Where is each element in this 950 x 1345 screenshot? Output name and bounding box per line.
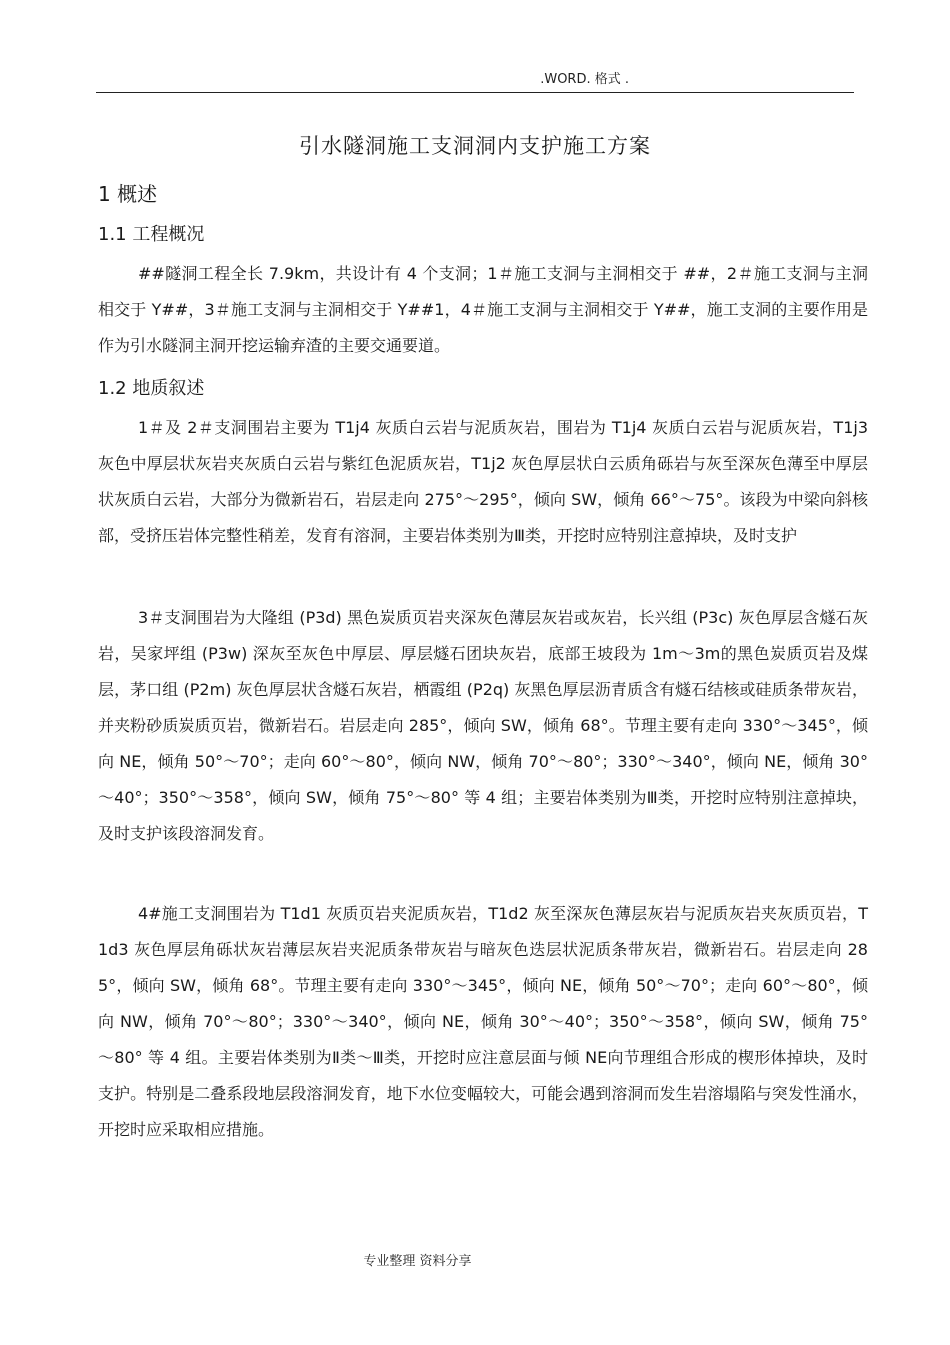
section-1-1-heading: 1.1 工程概况 — [98, 224, 205, 245]
section-1-heading: 1 概述 — [98, 182, 158, 206]
page-header — [96, 66, 854, 93]
document-title: 引水隧洞施工支洞洞内支护施工方案 — [299, 134, 651, 158]
section-1-2-heading: 1.2 地质叙述 — [98, 378, 205, 399]
header-text: .WORD. 格式 . — [540, 72, 629, 87]
section-1-2-paragraph-1: 1＃及 2＃支洞围岩主要为 T1j4 灰质白云岩与泥质灰岩，围岩为 T1j4 灰质白云岩与泥质灰岩，T1j3 灰色中厚层状灰岩夹灰质白云岩与紫红色泥质灰岩，T1j2 灰色厚层状白云质角砾岩与灰至深灰色薄至中厚层状灰质白云岩，大部分为微新岩石，岩层走向 275°～295°，倾向 SW，倾角 66°～75°。该段为中梁向斜核部，受挤压岩体完整性稍差，发育有溶洞，主要岩体类别为Ⅲ类，开挖时应特别注意掉块，及时支护 — [98, 418, 868, 545]
section-1-1-paragraph: ##隧洞工程全长 7.9km，共设计有 4 个支洞；1＃施工支洞与主洞相交于 ##，2＃施工支洞与主洞相交于 Y##，3＃施工支洞与主洞相交于 Y##1，4＃施工支洞与主洞相交于 Y##，施工支洞的主要作用是作为引水隧洞主洞开挖运输弃渣的主要交通要道。 — [98, 264, 868, 355]
page-footer: 专业整理 资料分享 — [363, 1254, 472, 1269]
section-1-2-paragraph-2: 3＃支洞围岩为大隆组 (P3d) 黑色炭质页岩夹深灰色薄层灰岩或灰岩，长兴组 (P3c) 灰色厚层含燧石灰岩，吴家坪组 (P3w) 深灰至灰色中厚层、厚层燧石团块灰岩，底部王坡段为 1m～3m的黑色炭质页岩及煤层，茅口组 (P2m) 灰色厚层状含燧石灰岩，栖霞组 (P2q) 灰黑色厚层沥青质含有燧石结核或硅质条带灰岩，并夹粉砂质炭质页岩，微新岩石。岩层走向 285°，倾向 SW，倾角 68°。节理主要有走向 330°～345°，倾向 NE，倾角 50°～70°；走向 60°～80°，倾向 NW，倾角 70°～80°；330°～340°，倾向 NE，倾角 30°～40°；350°～358°，倾向 SW，倾角 75°～80° 等 4 组；主要岩体类别为Ⅲ类，开挖时应特别注意掉块，及时支护该段溶洞发育。 — [98, 608, 868, 843]
section-1-2-paragraph-3: 4#施工支洞围岩为 T1d1 灰质页岩夹泥质灰岩，T1d2 灰至深灰色薄层灰岩与泥质灰岩夹灰质页岩，T1d3 灰色厚层角砾状灰岩薄层灰岩夹泥质条带灰岩与暗灰色迭层状泥质条带灰岩，微新岩石。岩层走向 285°，倾向 SW，倾角 68°。节理主要有走向 330°～345°，倾向 NE，倾角 50°～70°；走向 60°～80°，倾向 NW，倾角 70°～80°；330°～340°，倾向 NE，倾角 30°～40°；350°～358°，倾向 SW，倾角 75°～80° 等 4 组。主要岩体类别为Ⅱ类～Ⅲ类，开挖时应注意层面与倾 NE向节理组合形成的楔形体掉块，及时支护。特别是二叠系段地层段溶洞发育，地下水位变幅较大，可能会遇到溶洞而发生岩溶塌陷与突发性涌水，开挖时应采取相应措施。 — [98, 904, 868, 1139]
